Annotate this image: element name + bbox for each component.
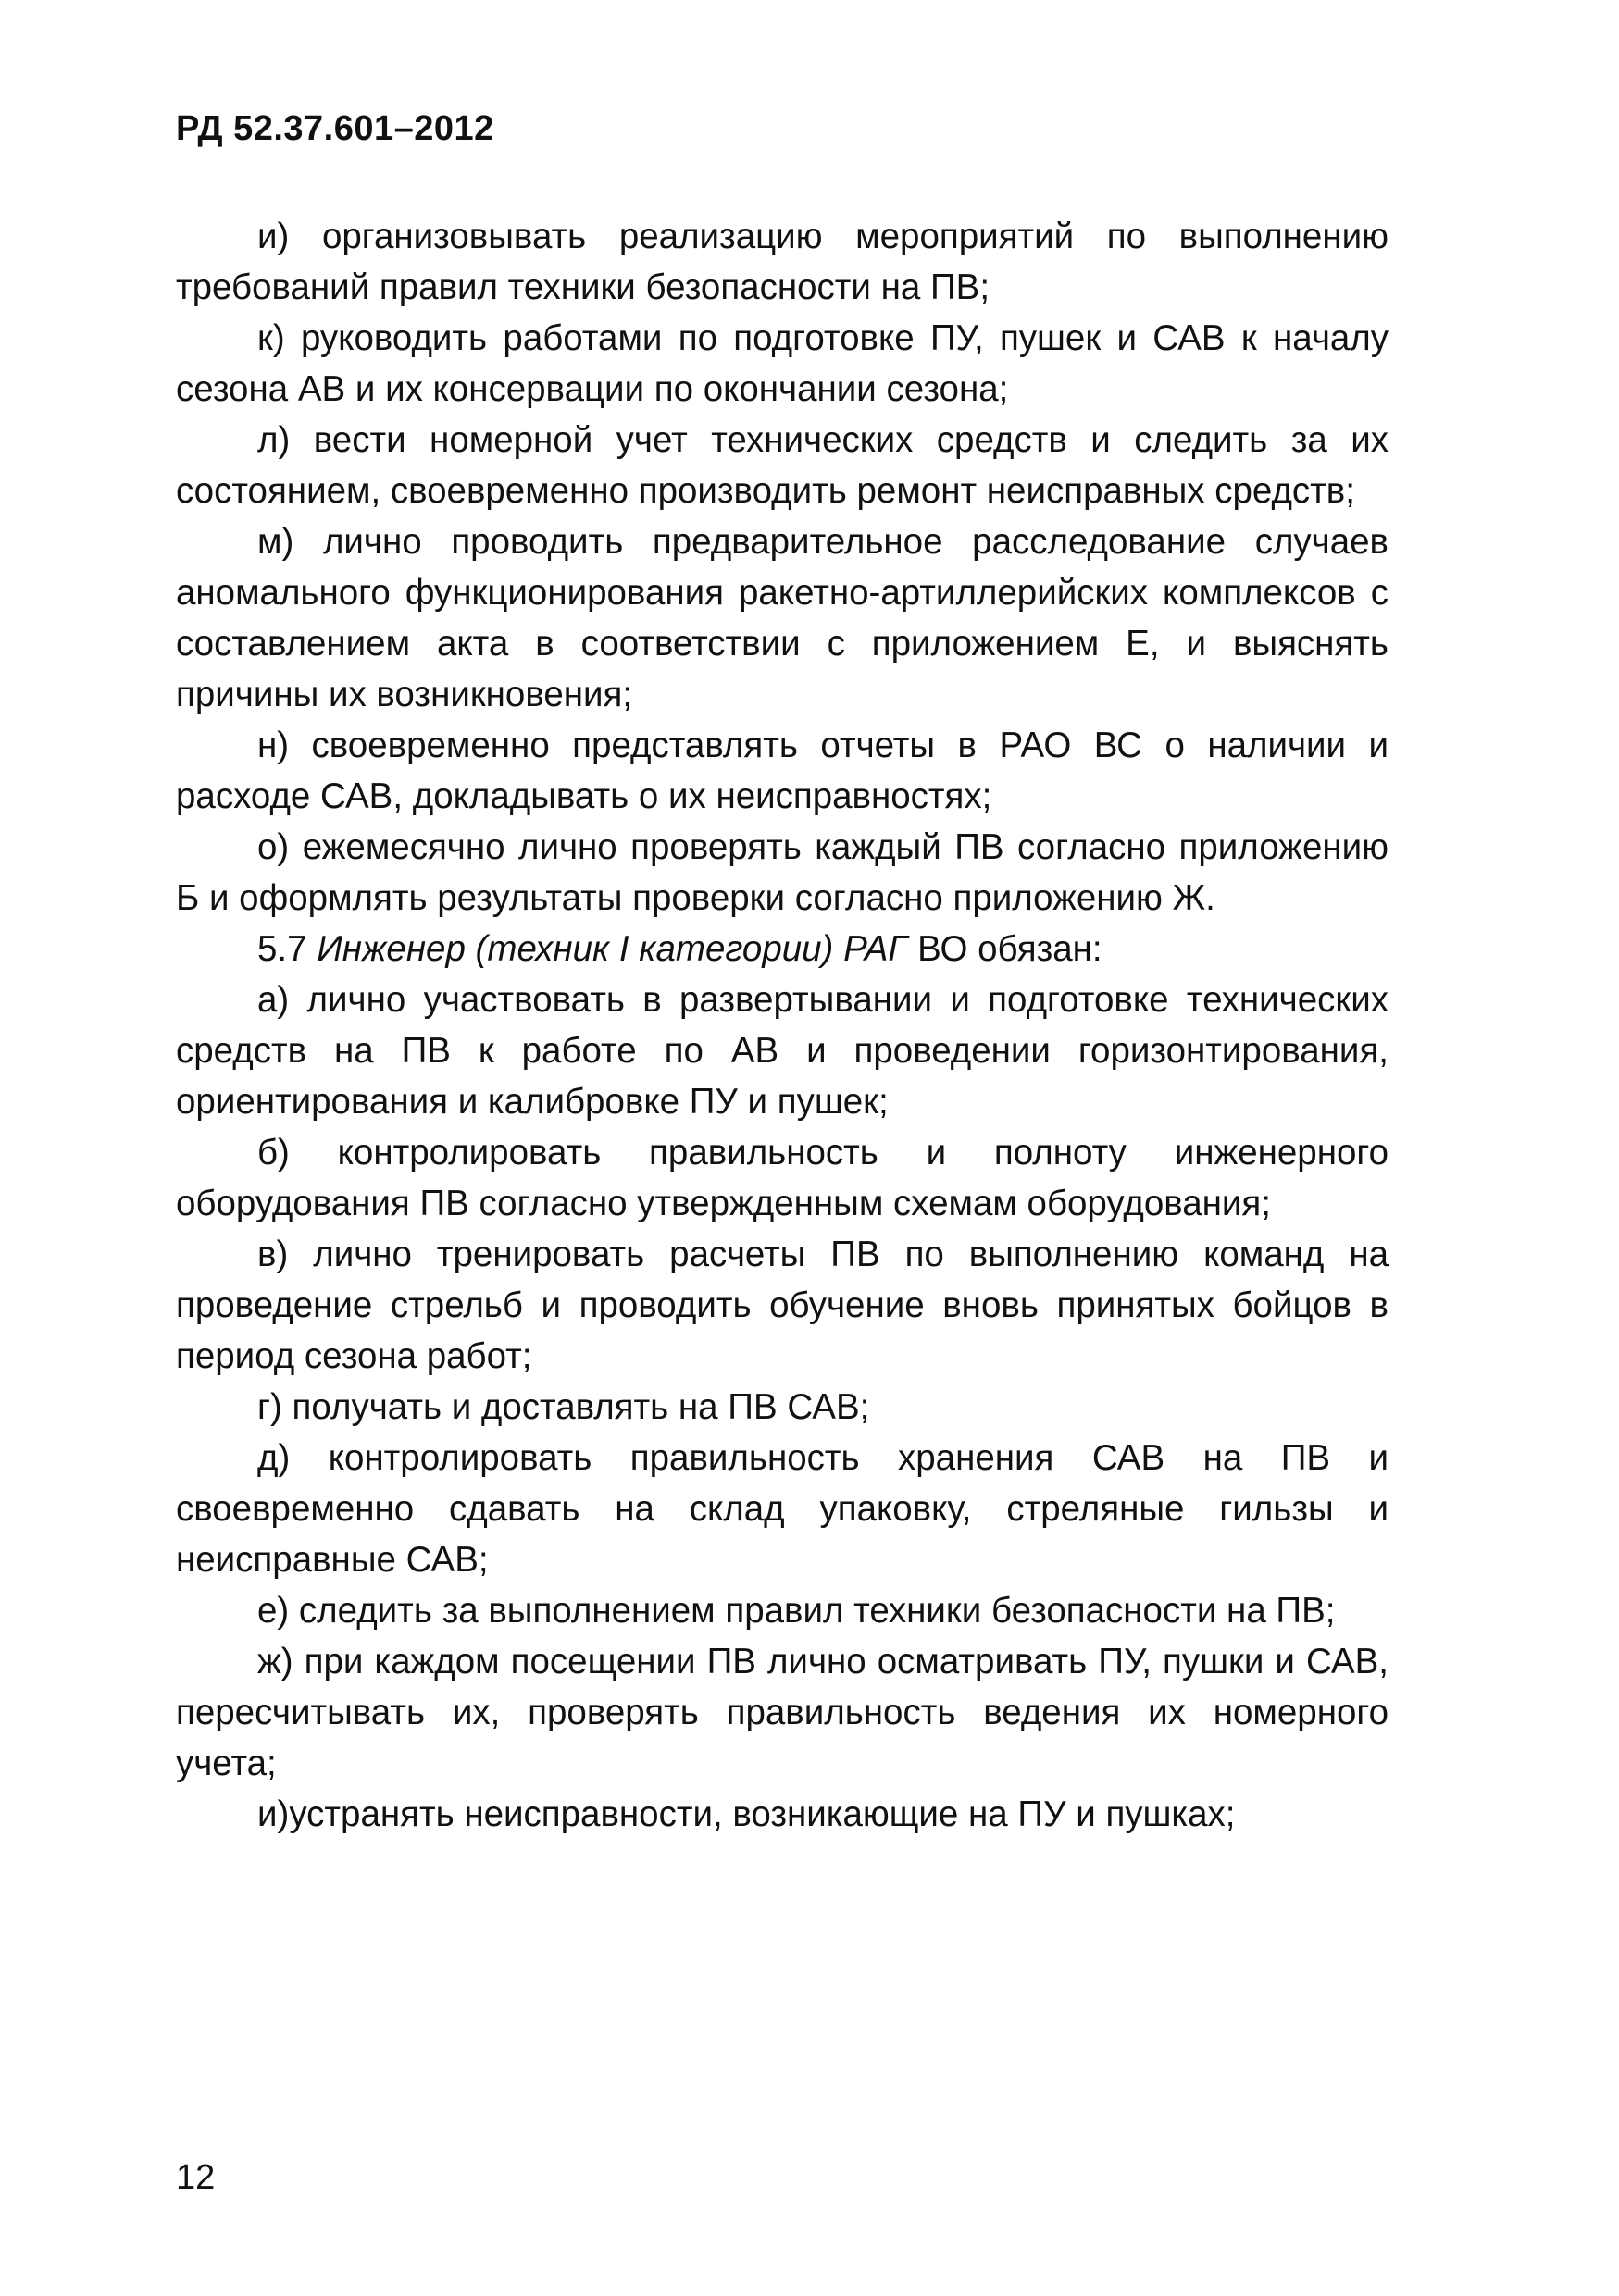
- section-heading-rest: ВО обязан:: [907, 929, 1102, 969]
- paragraph-item-k: к) руководить работами по подготовке ПУ, пушек и САВ к началу сезона АВ и их консервации по окончании сезона;: [176, 318, 1389, 409]
- list-item-v: в) лично тренировать расчеты ПВ по выполнению команд на проведение стрельб и проводить обучение вновь принятых бойцов в период сезона работ;: [176, 1235, 1389, 1376]
- list-item-i: и)устранять неисправности, возникающие на ПУ и пушках;: [257, 1794, 1236, 1834]
- paragraph-item-m: м) лично проводить предварительное расследование случаев аномального функционирования ракетно-артиллерийских комплексов с составлением акта в соответствии с приложением Е, и выяснять причины их возникновения;: [176, 522, 1389, 714]
- list-item-zh: ж) при каждом посещении ПВ лично осматривать ПУ, пушки и САВ, пересчитывать их, проверять правильность ведения их номерного учета;: [176, 1642, 1389, 1783]
- list-item-g: г) получать и доставлять на ПВ САВ;: [257, 1387, 870, 1427]
- paragraph-item-o: о) ежемесячно лично проверять каждый ПВ согласно приложению Б и оформлять результаты проверки согласно приложению Ж.: [176, 827, 1389, 918]
- list-item-a: а) лично участвовать в развертывании и подготовке технических средств на ПВ к работе по АВ и проведении горизонтирования, ориентирования и калибровке ПУ и пушек;: [176, 980, 1389, 1122]
- section-number: 5.7: [257, 929, 318, 969]
- list-item-e: е) следить за выполнением правил техники безопасности на ПВ;: [257, 1591, 1336, 1631]
- section-title-italic: Инженер (техник I категории) РАГ: [317, 929, 908, 969]
- paragraph-item-n: н) своевременно представлять отчеты в РАО ВС о наличии и расходе САВ, докладывать о их неисправностях;: [176, 726, 1389, 816]
- page-body: [176, 211, 1389, 1840]
- list-item-b: б) контролировать правильность и полноту инженерного оборудования ПВ согласно утвержденным схемам оборудования;: [176, 1133, 1389, 1223]
- paragraph-item-i: и) организовывать реализацию мероприятий по выполнению требований правил техники безопасности на ПВ;: [176, 217, 1389, 307]
- document-code-header: РД 52.37.601–2012: [176, 109, 494, 148]
- section-heading: [176, 924, 1389, 974]
- page-number: 12: [176, 2158, 216, 2197]
- list-item-d: д) контролировать правильность хранения САВ на ПВ и своевременно сдавать на склад упаковку, стреляные гильзы и неисправные САВ;: [176, 1438, 1389, 1580]
- paragraph-item-l: л) вести номерной учет технических средств и следить за их состоянием, своевременно производить ремонт неисправных средств;: [176, 420, 1389, 511]
